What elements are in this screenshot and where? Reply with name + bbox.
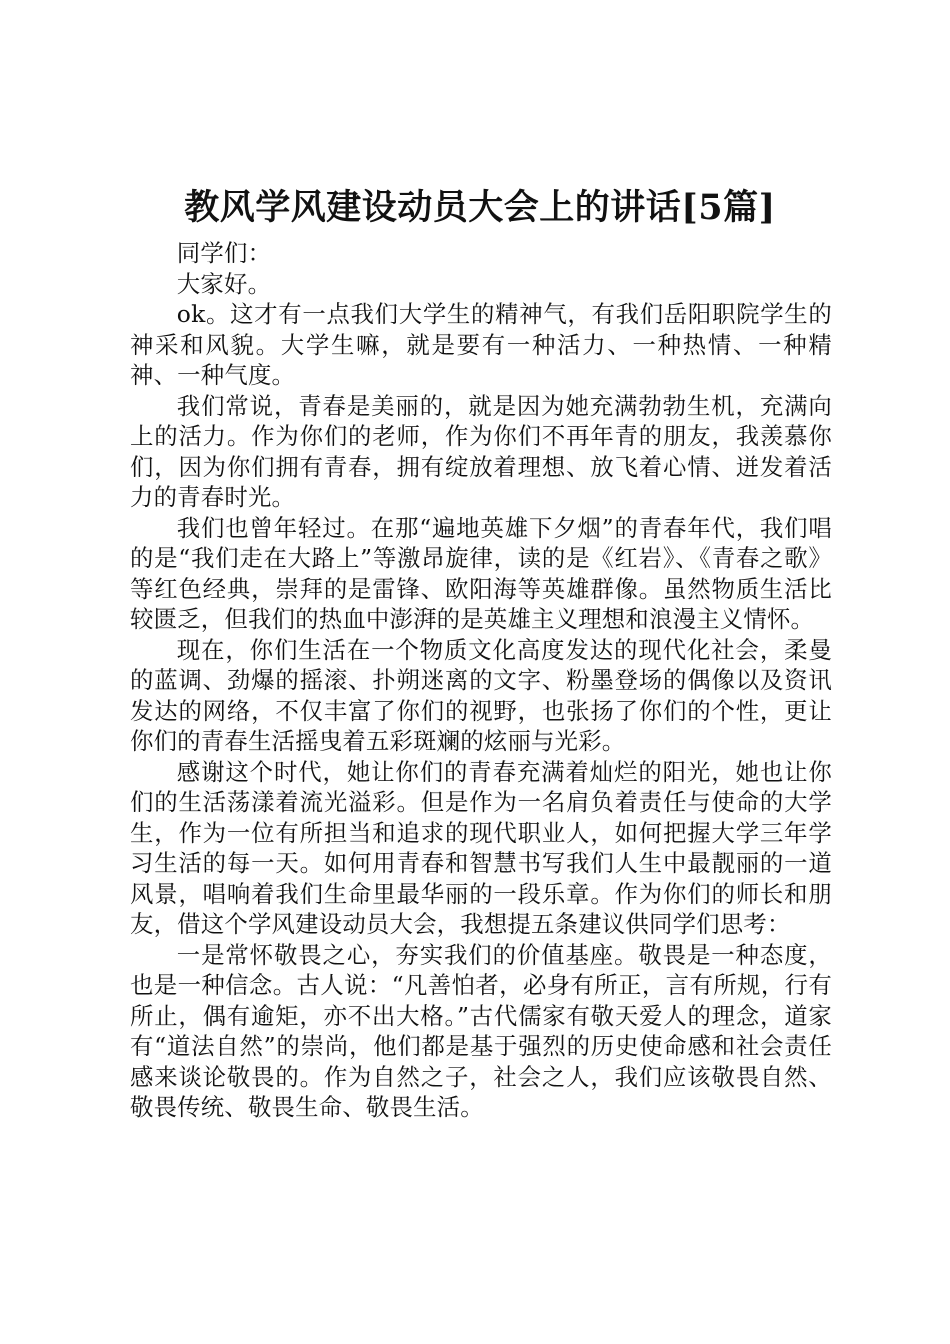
paragraph-thanks-era: 感谢这个时代，她让你们的青春充满着灿烂的阳光，她也让你们的生活荡漾着流光溢彩。但是作为一名肩负着责任与使命的大学生，作为一位有所担当和追求的现代职业人，如何把握大学三年学习生活的每一天。如何用青春和智慧书写我们人生中最靓丽的一道风景，唱响着我们生命里最华丽的一段乐章。作为你们的师长和朋友，借这个学风建设动员大会，我想提五条建议供同学们思考： (130, 757, 832, 938)
paragraph-hello: 大家好。 (176, 269, 272, 298)
paragraph-youth: 我们常说，青春是美丽的，就是因为她充满勃勃生机，充满向上的活力。作为你们的老师，作为你们不再年青的朋友，我羡慕你们，因为你们拥有青春，拥有绽放着理想、放飞着心情、迸发着活力的青春时光。 (130, 391, 832, 511)
paragraph-our-youth: 我们也曾年轻过。在那“遍地英雄下夕烟”的青春年代，我们唱的是“我们走在大路上”等激昂旋律，读的是《红岩》、《青春之歌》等红色经典，崇拜的是雷锋、欧阳海等英雄群像。虽然物质生活比较匮乏，但我们的热血中澎湃的是英雄主义理想和浪漫主义情怀。 (130, 513, 832, 633)
paragraph-greeting: 同学们： (176, 239, 272, 267)
paragraph-spirit: ok。这才有一点我们大学生的精神气，有我们岳阳职院学生的神采和风貌。大学生嘛，就是要有一种活力、一种热情、一种精神、一种气度。 (130, 300, 832, 389)
document-title: 教风学风建设动员大会上的讲话[5篇] (184, 187, 776, 228)
paragraph-suggestion-one: 一是常怀敬畏之心，夯实我们的价值基座。敬畏是一种态度，也是一种信念。古人说：“凡善怕者，必身有所正，言有所规，行有所止，偶有逾矩，亦不出大格。”古代儒家有敬天爱人的理念，道家有“道法自然”的崇尚，他们都是基于强烈的历史使命感和社会责任感来谈论敬畏的。作为自然之子，社会之人，我们应该敬畏自然、敬畏传统、敬畏生命、敬畏生活。 (130, 940, 832, 1121)
document-body (130, 238, 832, 1123)
paragraph-modern-society: 现在，你们生活在一个物质文化高度发达的现代化社会，柔曼的蓝调、劲爆的摇滚、扑朔迷离的文字、粉墨登场的偶像以及资讯发达的网络，不仅丰富了你们的视野，也张扬了你们的个性，更让你们的青春生活摇曳着五彩斑斓的炫丽与光彩。 (130, 635, 832, 755)
